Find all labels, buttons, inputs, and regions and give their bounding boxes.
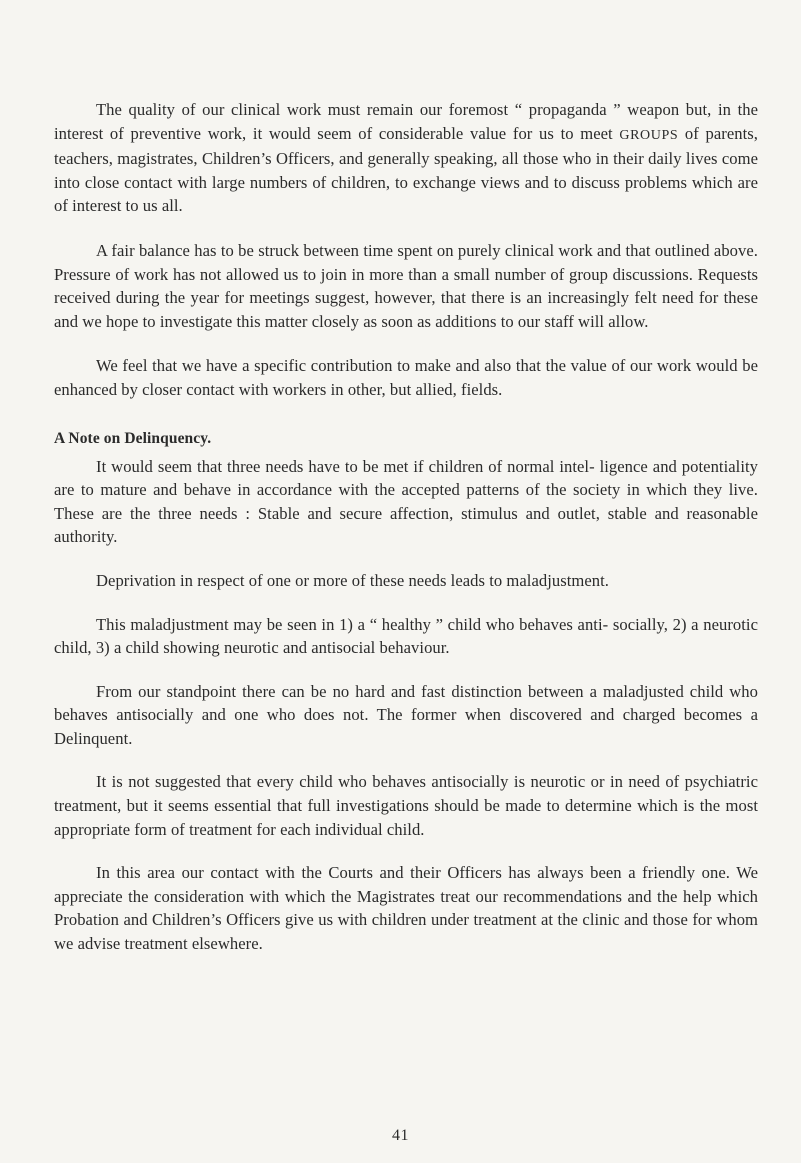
paragraph-not-suggested: It is not suggested that every child who behaves antisocially is neurotic or in need of psychiatric treatment, but it seems essential that full investigations should be made to determine which is the most appropriate form of treatment for each individual child. xyxy=(54,772,758,839)
page-number: 41 xyxy=(392,1127,409,1144)
paragraph-courts: In this area our contact with the Courts and their Officers has always been a friendly one. We appreciate the consideration with which the Magistrates treat our recommendations and the help which Probation and Children’s Officers give us with children under treatment at the clinic and those for whom we advise treatment elsewhere. xyxy=(54,863,758,954)
paragraph-standpoint: From our standpoint there can be no hard and fast distinction between a maladjusted child who behaves antisocially and one who does not. The former when discovered and charged becomes a Delinquent. xyxy=(54,681,758,748)
paragraph-fair-balance: A fair balance has to be struck between time spent on purely clinical work and that outlined above. Pressure of work has not allowed us to join in more than a small number of group discussions. Requests received during the year for meetings suggest, however, that there is an increasingly felt need for these and we hope to investigate this matter closely as soon as additions to our staff will allow. xyxy=(54,240,758,331)
paragraph-text: The quality of our clinical work must remain our foremost “ propaganda ” weapon but, in the interest of preventive work, it would seem of considerable value for us to meet xyxy=(54,100,758,143)
paragraph-text: of parents, teachers, magistrates, Children’s Officers, and generally speaking, all those who in their daily lives come into close contact with large numbers of children, to exchange views and to discuss problems which are of interest to us all. xyxy=(54,123,758,216)
paragraph-specific-contribution: We feel that we have a specific contribution to make and also that the value of our work would be enhanced by closer contact with workers in other, but allied, fields. xyxy=(54,356,758,399)
paragraph-three-needs: It would seem that three needs have to be met if children of normal intel- ligence and potentiality are to mature and behave in accordance with the accepted patterns of the society in which they live. These are the three needs : Stable and secure affection, stimulus and outlet, stable and reasonable authority. xyxy=(54,456,758,547)
paragraph-propaganda xyxy=(54,98,758,218)
page-body xyxy=(54,98,758,956)
section-heading: A Note on Delinquency. xyxy=(54,429,212,447)
paragraph-deprivation: Deprivation in respect of one or more of these needs leads to maladjustment. xyxy=(96,570,609,590)
small-caps-word: GROUPS xyxy=(619,127,679,143)
paragraph-maladjustment: This maladjustment may be seen in 1) a “ healthy ” child who behaves anti- socially, 2) a neurotic child, 3) a child showing neurotic and antisocial behaviour. xyxy=(54,614,758,658)
